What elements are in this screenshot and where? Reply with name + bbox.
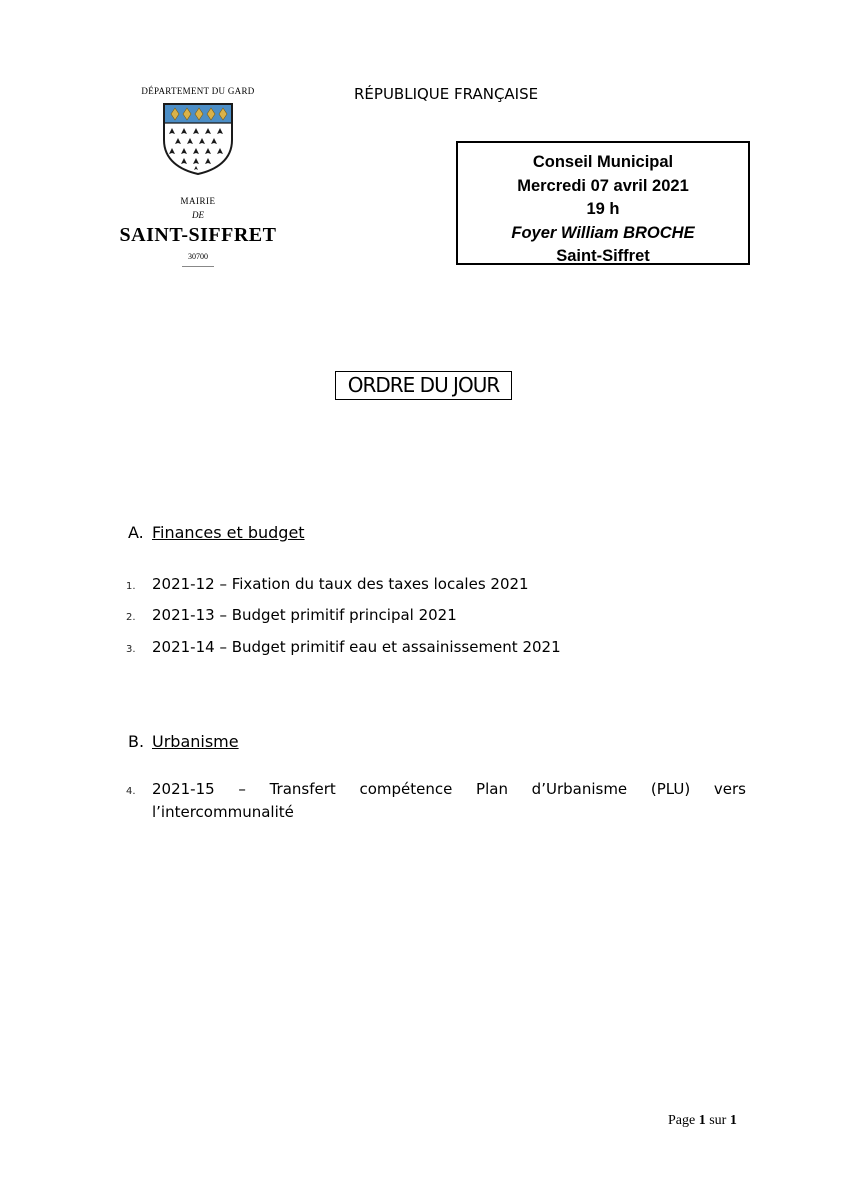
section-heading-finances: [128, 523, 305, 542]
agenda-item-number: 2.: [126, 612, 136, 623]
page-current: 1: [698, 1113, 706, 1128]
logo-town-name: SAINT-SIFFRET: [119, 224, 277, 246]
municipal-logo: [108, 82, 288, 272]
page-number: [668, 1113, 737, 1129]
section-letter: A.: [128, 523, 144, 542]
meeting-type: Conseil Municipal: [532, 153, 674, 171]
coat-of-arms-icon: [160, 100, 236, 176]
section-title: Finances et budget: [152, 523, 305, 542]
agenda-item-text: 2021-13 – Budget primitif principal 2021: [152, 606, 457, 624]
section-title: Urbanisme: [152, 732, 239, 751]
meeting-town: Saint-Siffret: [556, 247, 650, 265]
meeting-date: Mercredi 07 avril 2021: [517, 176, 689, 195]
agenda-item-text: 2021-15 – Transfert compétence Plan d’Urbanisme (PLU) vers l’intercommunalité: [152, 780, 746, 821]
section-letter: B.: [128, 732, 145, 751]
agenda-item-number: 3.: [126, 644, 136, 655]
meeting-time: 19 h: [586, 200, 620, 218]
meeting-venue: Foyer William BROCHE: [511, 223, 695, 242]
agenda-item-text: 2021-14 – Budget primitif eau et assainissement 2021: [152, 638, 561, 656]
logo-de: DE: [192, 210, 204, 220]
logo-divider: [182, 266, 214, 267]
page-prefix: Page: [668, 1113, 696, 1128]
page-separator: sur: [709, 1113, 727, 1128]
logo-department: DÉPARTEMENT DU GARD: [141, 86, 255, 96]
page-total: 1: [729, 1113, 737, 1128]
logo-postal-code: 30700: [188, 252, 208, 261]
agenda-item-number: 4.: [126, 786, 136, 797]
agenda-item-text: 2021-12 – Fixation du taux des taxes locales 2021: [152, 575, 529, 593]
republique-heading: RÉPUBLIQUE FRANÇAISE: [354, 85, 539, 103]
meeting-info-box: [456, 141, 750, 265]
logo-mairie: MAIRIE: [180, 196, 216, 206]
document-title: ORDRE DU JOUR: [335, 371, 512, 400]
agenda-item-number: 1.: [126, 581, 136, 592]
section-heading-urbanisme: [128, 732, 239, 751]
